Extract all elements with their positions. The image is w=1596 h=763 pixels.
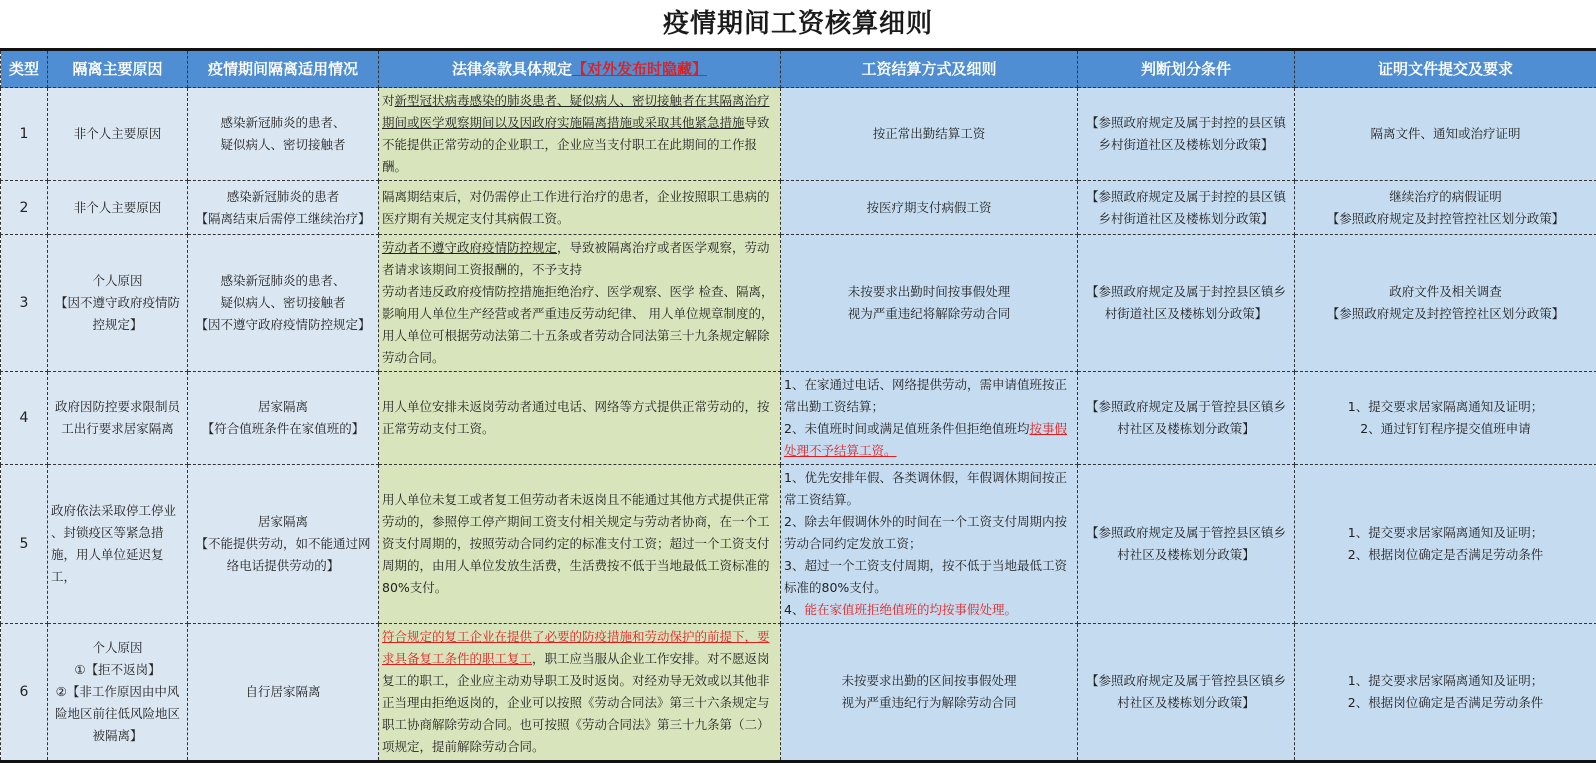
cell-proof[interactable] xyxy=(1295,181,1596,235)
situation-line: 疑似病人、密切接触者 xyxy=(191,292,375,314)
cell-law[interactable] xyxy=(379,235,781,372)
proof-line: 继续治疗的病假证明 xyxy=(1298,186,1593,208)
condition-line: 【参照政府规定及属于管控县区镇乡 xyxy=(1081,670,1291,692)
cell-reason[interactable] xyxy=(48,235,188,372)
wage-line: 视为严重违纪行为解除劳动合同 xyxy=(784,692,1074,714)
proof-line: 1、提交要求居家隔离通知及证明； xyxy=(1298,396,1593,418)
wage-item: 3、超过一个工资支付周期，按不低于当地最低工资标准的80%支付。 xyxy=(784,555,1074,599)
reason-line: 工， xyxy=(51,566,184,588)
proof-line: 政府文件及相关调查 xyxy=(1298,281,1593,303)
cell-law[interactable] xyxy=(379,88,781,181)
condition-line: 【参照政府规定及属于管控县区镇乡 xyxy=(1081,396,1291,418)
situation-line: 疑似病人、密切接触者 xyxy=(191,134,375,156)
law-text: ，职工应当服从企业工作安排。对不愿返岗复工的职工，企业应主动劝导职工及时返岗。对经劝导无效或以其他非正当理由拒绝返岗的，企业可以按照《劳动合同法》第三十六条规定与职工协商解除劳动合同。也可按照《劳动合同法》第三十九条第（二）项规定，提前解除劳动合同。 xyxy=(382,651,770,754)
cell-type[interactable]: 3 xyxy=(1,235,48,372)
wage-item-red-highlight: 按事假处理不予结算工资。 xyxy=(784,421,1067,458)
header-wage[interactable]: 工资结算方式及细则 xyxy=(781,50,1078,88)
page-title: 疫情期间工资核算细则 xyxy=(0,6,1596,42)
law-text: 用人单位安排未返岗劳动者通过电话、网络等方式提供正常劳动的，按正常劳动支付工资。 xyxy=(382,399,770,436)
situation-line: 感染新冠肺炎的患者 xyxy=(191,186,375,208)
situation-line: 感染新冠肺炎的患者、 xyxy=(191,112,375,134)
condition-line: 【参照政府规定及属于管控县区镇乡 xyxy=(1081,522,1291,544)
header-proof[interactable]: 证明文件提交及要求 xyxy=(1295,50,1596,88)
reason-line: 、封锁疫区等紧急措 xyxy=(51,522,184,544)
proof-line: 2、根据岗位确定是否满足劳动条件 xyxy=(1298,544,1593,566)
reason-line: 被隔离】 xyxy=(51,725,184,747)
law-red-underlined-text: 符合规定的复工企业在提供了必要的防疫措施和劳动保护的前提下，要求具备复工条件的职工复工 xyxy=(382,629,770,666)
cell-proof[interactable] xyxy=(1295,465,1596,624)
condition-line: 村社区及楼栋划分政策】 xyxy=(1081,692,1291,714)
cell-reason[interactable] xyxy=(48,88,188,181)
cell-wage[interactable] xyxy=(781,181,1078,235)
cell-proof[interactable] xyxy=(1295,372,1596,465)
situation-line: 居家隔离 xyxy=(191,511,375,533)
cell-condition[interactable] xyxy=(1078,235,1295,372)
law-text: 用人单位未复工或者复工但劳动者未返岗且不能通过其他方式提供正常劳动的，参照停工停产期间工资支付相关规定与劳动者协商，在一个工资支付周期的，按照劳动合同约定的标准支付工资；超过一个工资支付周期的，由用人单位发放生活费，生活费按不低于当地最低工资标准的80%支付。 xyxy=(382,492,770,595)
table-row xyxy=(1,624,1596,762)
cell-law[interactable] xyxy=(379,181,781,235)
wage-rules-table xyxy=(0,48,1596,763)
cell-type[interactable]: 4 xyxy=(1,372,48,465)
situation-line: 感染新冠肺炎的患者、 xyxy=(191,270,375,292)
cell-wage[interactable] xyxy=(781,465,1078,624)
cell-wage[interactable] xyxy=(781,88,1078,181)
cell-type[interactable]: 6 xyxy=(1,624,48,762)
header-law[interactable] xyxy=(379,50,781,88)
condition-line: 【参照政府规定及属于封控县区镇乡 xyxy=(1081,281,1291,303)
header-type[interactable]: 类型 xyxy=(1,50,48,88)
situation-line: 【不能提供劳动，如不能通过网 xyxy=(191,533,375,555)
table-row xyxy=(1,88,1596,181)
cell-situation[interactable] xyxy=(188,372,379,465)
header-law-hidden-note: 【对外发布时隐藏】 xyxy=(572,60,707,78)
condition-line: 村街道社区及楼栋划分政策】 xyxy=(1081,303,1291,325)
wage-line: 未按要求出勤的区间按事假处理 xyxy=(784,670,1074,692)
condition-line: 村社区及楼栋划分政策】 xyxy=(1081,544,1291,566)
proof-line: 隔离文件、通知或治疗证明 xyxy=(1298,123,1593,145)
cell-situation[interactable] xyxy=(188,235,379,372)
law-underlined-text: 劳动者不遵守政府疫情防控规定 xyxy=(382,240,557,255)
wage-line: 按正常出勤结算工资 xyxy=(784,123,1074,145)
wage-item: 1、优先安排年假、各类调休假，年假调休期间按正常工资结算。 xyxy=(784,467,1074,511)
reason-line: 施，用人单位延迟复 xyxy=(51,544,184,566)
situation-line: 居家隔离 xyxy=(191,396,375,418)
cell-proof[interactable] xyxy=(1295,235,1596,372)
condition-line: 【参照政府规定及属于封控的县区镇 xyxy=(1081,186,1291,208)
proof-line: 【参照政府规定及封控管控社区划分政策】 xyxy=(1298,303,1593,325)
header-row xyxy=(1,50,1596,88)
reason-line: 险地区前往低风险地区 xyxy=(51,703,184,725)
wage-item: 1、在家通过电话、网络提供劳动，需申请值班按正常出勤工资结算； xyxy=(784,374,1074,418)
reason-line: 非个人主要原因 xyxy=(51,197,184,219)
cell-condition[interactable] xyxy=(1078,88,1295,181)
cell-situation[interactable] xyxy=(188,181,379,235)
cell-wage[interactable] xyxy=(781,235,1078,372)
situation-line: 【隔离结束后需停工继续治疗】 xyxy=(191,208,375,230)
law-text: 隔离期结束后，对仍需停止工作进行治疗的患者，企业按照职工患病的医疗期有关规定支付其病假工资。 xyxy=(382,189,770,226)
situation-line: 【因不遵守政府疫情防控规定】 xyxy=(191,314,375,336)
condition-line: 乡村街道社区及楼栋划分政策】 xyxy=(1081,208,1291,230)
reason-line: 个人原因 xyxy=(51,637,184,659)
cell-wage[interactable] xyxy=(781,624,1078,762)
cell-type[interactable]: 5 xyxy=(1,465,48,624)
law-underlined-text: 新型冠状病毒感染的肺炎患者、疑似病人、密切接触者在其隔离治疗期间或医学观察期间以及因政府实施隔离措施或采取其他紧急措施 xyxy=(382,93,770,130)
cell-situation[interactable] xyxy=(188,624,379,762)
table-row xyxy=(1,465,1596,624)
cell-reason[interactable] xyxy=(48,372,188,465)
table-row xyxy=(1,372,1596,465)
cell-law[interactable] xyxy=(379,372,781,465)
cell-reason[interactable] xyxy=(48,181,188,235)
cell-law[interactable] xyxy=(379,465,781,624)
cell-proof[interactable] xyxy=(1295,88,1596,181)
cell-condition[interactable] xyxy=(1078,624,1295,762)
wage-line: 未按要求出勤时间按事假处理 xyxy=(784,281,1074,303)
reason-line: 非个人主要原因 xyxy=(51,123,184,145)
cell-wage[interactable] xyxy=(781,372,1078,465)
situation-line: 络电话提供劳动的】 xyxy=(191,555,375,577)
law-text: 劳动者违反政府疫情防控措施拒绝治疗、医学观察、医学 检查、隔离，影响用人单位生产经营或者严重违反劳动纪律、 用人单位规章制度的，用人单位可根据劳动法第二十五条或者劳动合同法第三十九条规定解除劳动合同。 xyxy=(382,281,777,369)
table-row xyxy=(1,181,1596,235)
header-situation[interactable]: 疫情期间隔离适用情况 xyxy=(188,50,379,88)
cell-situation[interactable] xyxy=(188,88,379,181)
situation-line: 【符合值班条件在家值班的】 xyxy=(191,418,375,440)
proof-line: 【参照政府规定及封控管控社区划分政策】 xyxy=(1298,208,1593,230)
condition-line: 乡村街道社区及楼栋划分政策】 xyxy=(1081,134,1291,156)
table-row xyxy=(1,235,1596,372)
header-reason[interactable]: 隔离主要原因 xyxy=(48,50,188,88)
wage-item-red-highlight: 能在家值班拒绝值班的均按事假处理。 xyxy=(804,602,1017,617)
cell-condition[interactable] xyxy=(1078,465,1295,624)
header-law-label: 法律条款具体规定 xyxy=(452,60,572,78)
condition-line: 村社区及楼栋划分政策】 xyxy=(1081,418,1291,440)
cell-reason[interactable] xyxy=(48,465,188,624)
reason-line: ②【非工作原因由中风 xyxy=(51,681,184,703)
reason-line: 政府依法采取停工停业 xyxy=(51,500,184,522)
wage-line: 按医疗期支付病假工资 xyxy=(784,197,1074,219)
law-text: ，导致被隔离治疗或者医学观察，劳动者请求该期间工资报酬的，不予支持 xyxy=(382,240,770,277)
proof-line: 1、提交要求居家隔离通知及证明； xyxy=(1298,522,1593,544)
cell-type[interactable]: 1 xyxy=(1,88,48,181)
cell-condition[interactable] xyxy=(1078,181,1295,235)
proof-line: 1、提交要求居家隔离通知及证明； xyxy=(1298,670,1593,692)
condition-line: 【参照政府规定及属于封控的县区镇 xyxy=(1081,112,1291,134)
reason-line: 工出行要求居家隔离 xyxy=(51,418,184,440)
proof-line: 2、通过钉钉程序提交值班申请 xyxy=(1298,418,1593,440)
cell-situation[interactable] xyxy=(188,465,379,624)
cell-proof[interactable] xyxy=(1295,624,1596,762)
reason-line: 政府因防控要求限制员 xyxy=(51,396,184,418)
wage-item: 4、 xyxy=(784,602,804,617)
reason-line: 控规定】 xyxy=(51,314,184,336)
wage-item: 2、除去年假调休外的时间在一个工资支付周期内按劳动合同约定发放工资； xyxy=(784,511,1074,555)
header-condition[interactable]: 判断划分条件 xyxy=(1078,50,1295,88)
law-text: 导致不能提供正常劳动的企业职工，企业应当支付职工在此期间的工作报酬。 xyxy=(382,115,770,174)
cell-condition[interactable] xyxy=(1078,372,1295,465)
cell-law[interactable] xyxy=(379,624,781,762)
cell-reason[interactable] xyxy=(48,624,188,762)
reason-line: 个人原因 xyxy=(51,270,184,292)
proof-line: 2、根据岗位确定是否满足劳动条件 xyxy=(1298,692,1593,714)
situation-line: 自行居家隔离 xyxy=(191,681,375,703)
reason-line: ①【拒不返岗】 xyxy=(51,659,184,681)
cell-type[interactable]: 2 xyxy=(1,181,48,235)
reason-line: 【因不遵守政府疫情防 xyxy=(51,292,184,314)
wage-item: 2、未值班时间或满足值班条件但拒绝值班均 xyxy=(784,421,1029,436)
law-text: 对 xyxy=(382,93,395,108)
wage-line: 视为严重违纪将解除劳动合同 xyxy=(784,303,1074,325)
